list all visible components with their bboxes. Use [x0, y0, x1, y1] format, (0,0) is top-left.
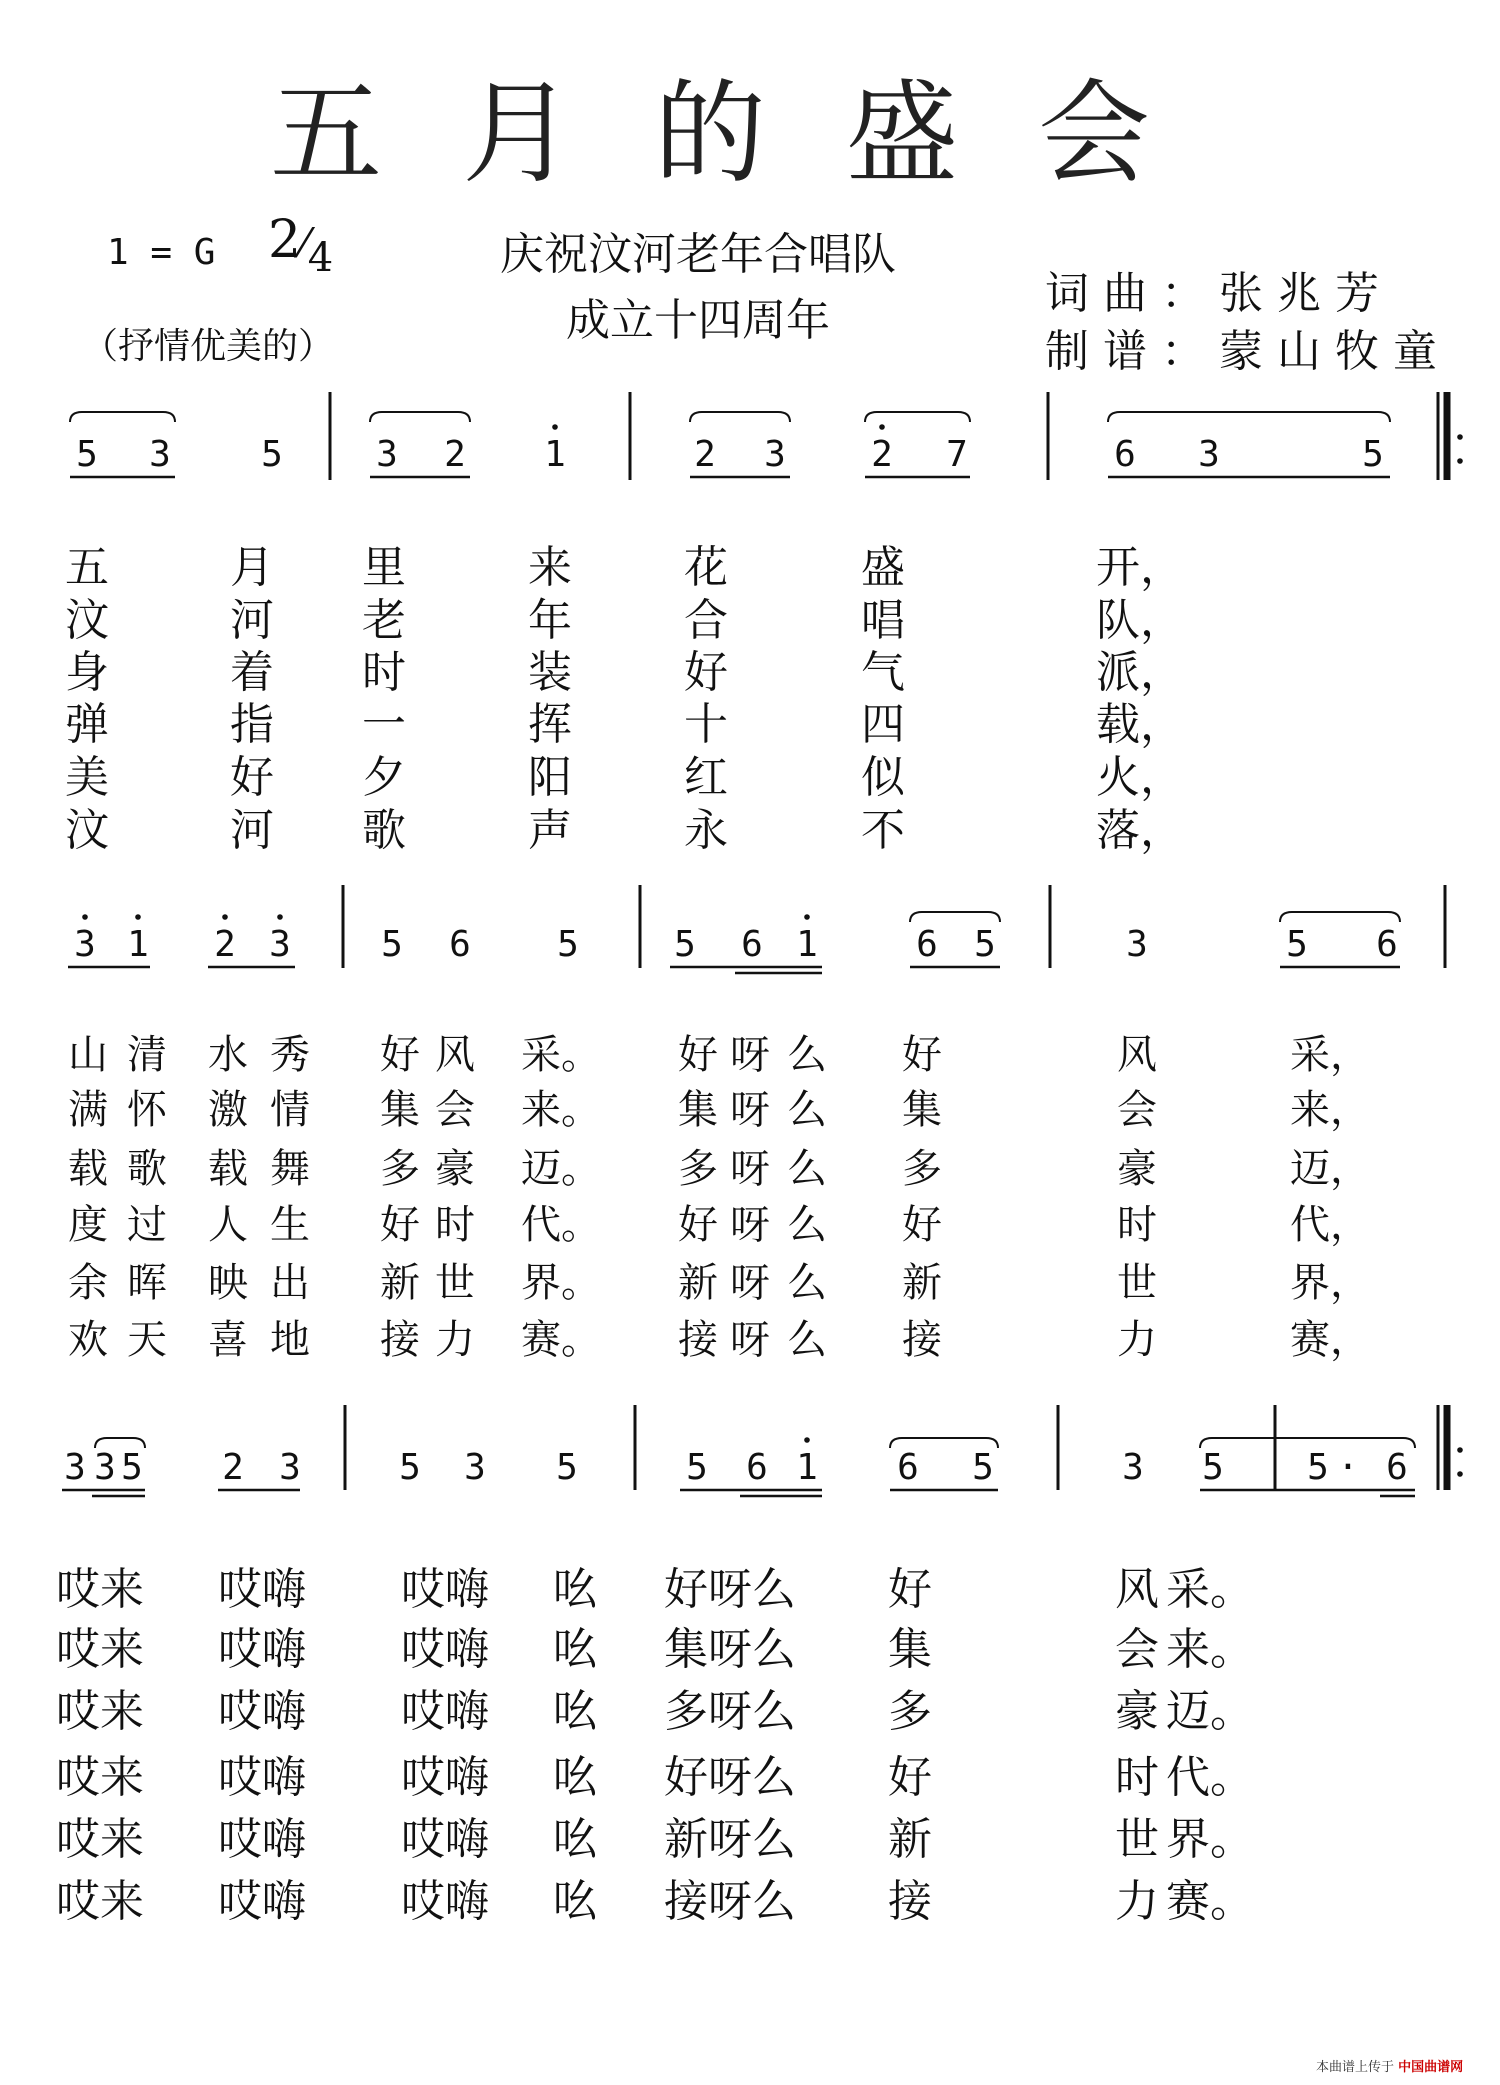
lyric: 界，: [1290, 1260, 1370, 1306]
lyric: 么: [787, 1087, 827, 1133]
lyric: 老: [362, 595, 406, 646]
lyric: 会: [1117, 1087, 1157, 1133]
lyric: 时: [1115, 1752, 1159, 1803]
lyric: 时: [362, 647, 406, 698]
lyric: 秀: [270, 1032, 310, 1078]
lyric: 好: [902, 1202, 942, 1248]
lyric: 吆: [553, 1752, 597, 1803]
time-numerator: 2: [268, 210, 302, 270]
lyric: 豪: [1117, 1146, 1157, 1192]
note: 6: [746, 1447, 768, 1488]
lyric: 盛: [861, 542, 905, 593]
lyric: 风: [1117, 1032, 1157, 1078]
lyric: 吆: [553, 1564, 597, 1615]
lyric: 舞: [270, 1146, 310, 1192]
note: 5: [399, 1447, 421, 1488]
high-octave-dot: [804, 1437, 810, 1443]
lyric: 余: [68, 1260, 108, 1306]
lyric: 赛。: [1166, 1876, 1254, 1927]
note: 5: [674, 924, 696, 965]
lyric: 集: [678, 1087, 718, 1133]
note: 3: [764, 434, 786, 475]
time-denominator: 4: [307, 235, 334, 281]
note: 5: [381, 924, 403, 965]
lyric: 么: [787, 1260, 827, 1306]
note: 5: [974, 924, 996, 965]
lyric: 采，: [1290, 1032, 1370, 1078]
lyric: 挥: [528, 699, 572, 750]
lyric: 好: [888, 1564, 932, 1615]
lyric: 好: [230, 752, 274, 803]
lyric: 来，: [1290, 1087, 1370, 1133]
lyric: 哎来: [56, 1752, 144, 1803]
lyric: 呀: [730, 1260, 770, 1306]
lyric: 多: [380, 1146, 420, 1192]
lyric: 新: [380, 1260, 420, 1306]
lyric: 哎嗨: [401, 1624, 489, 1675]
lyric: 歌: [362, 805, 406, 856]
lyric: 着: [230, 647, 274, 698]
note: 6: [449, 924, 471, 965]
lyric: 多: [678, 1146, 718, 1192]
lyric: 来。: [521, 1087, 601, 1133]
repeat-dot: [1457, 1471, 1463, 1477]
lyric: 么: [787, 1146, 827, 1192]
lyric: 载，: [1096, 699, 1184, 750]
lyric: 夕: [362, 752, 406, 803]
lyric: 新: [678, 1260, 718, 1306]
lyric: 喜: [208, 1317, 248, 1363]
upload-text: 本曲谱上传于: [1316, 2060, 1395, 2075]
slur: [1280, 912, 1400, 922]
lyric: 美: [65, 752, 109, 803]
high-octave-dot: [135, 914, 141, 920]
slur: [910, 912, 1000, 922]
lyric: 汶: [65, 805, 109, 856]
note: 6: [897, 1447, 919, 1488]
high-octave-dot: [804, 914, 810, 920]
lyric: 唱: [861, 595, 905, 646]
lyric: 赛。: [521, 1317, 601, 1363]
note: 5: [1307, 1447, 1329, 1488]
note: 3: [64, 1447, 86, 1488]
lyric: 呀: [730, 1317, 770, 1363]
lyric: 吆: [553, 1686, 597, 1737]
lyric: 汶: [65, 595, 109, 646]
note: 5: [261, 434, 283, 475]
lyric: 月: [230, 542, 274, 593]
lyric: 开，: [1096, 542, 1184, 593]
lyric: 哎嗨: [218, 1564, 306, 1615]
note: 2: [871, 434, 893, 475]
slur: [865, 412, 970, 422]
note: 3: [269, 924, 291, 965]
lyric: 哎嗨: [218, 1624, 306, 1675]
lyric: 阳: [528, 752, 572, 803]
lyric: 生: [270, 1202, 310, 1248]
note: 7: [946, 434, 968, 475]
lyric: 豪: [1115, 1686, 1159, 1737]
song-title: 五月的盛会: [270, 69, 1230, 199]
note: 3: [1122, 1447, 1144, 1488]
time-signature: $2⁄_4$: [268, 210, 334, 281]
note: 3: [279, 1447, 301, 1488]
note: 5: [972, 1447, 994, 1488]
site-name: 中国曲谱网: [1398, 2060, 1464, 2075]
lyric: 身: [65, 647, 109, 698]
repeat-dot: [1457, 458, 1463, 464]
note: 2: [694, 434, 716, 475]
lyric: 世: [1117, 1260, 1157, 1306]
note: 2: [214, 924, 236, 965]
lyric: 么: [787, 1317, 827, 1363]
lyric: 哎嗨: [218, 1814, 306, 1865]
lyric: 清: [127, 1032, 167, 1078]
note: 3: [149, 434, 171, 475]
slur: [370, 412, 470, 422]
lyric: 好呀么: [664, 1752, 796, 1803]
slur: [1108, 412, 1390, 422]
high-octave-dot: [222, 914, 228, 920]
note: 5: [556, 1447, 578, 1488]
lyric: 界。: [521, 1260, 601, 1306]
lyric: 吆: [553, 1876, 597, 1927]
lyric: 红: [684, 752, 728, 803]
lyric: 弹: [65, 699, 109, 750]
repeat-dot: [1457, 1447, 1463, 1453]
note: 5: [557, 924, 579, 965]
lyric: 呀: [730, 1087, 770, 1133]
lyric: 晖: [127, 1260, 167, 1306]
note: 3: [376, 434, 398, 475]
lyric: 赛，: [1290, 1317, 1370, 1363]
repeat-dot: [1457, 434, 1463, 440]
note: 6: [1114, 434, 1136, 475]
lyric: 花: [684, 542, 728, 593]
lyric: 接: [678, 1317, 718, 1363]
lyric: 界。: [1166, 1814, 1254, 1865]
lyric: 会: [1115, 1624, 1159, 1675]
lyric: 河: [230, 595, 274, 646]
lyric: 采。: [1166, 1564, 1254, 1615]
lyric: 河: [230, 805, 274, 856]
lyric: 世: [1115, 1814, 1159, 1865]
dedication-line-2: 成立十四周年: [566, 295, 830, 346]
lyric: 接呀么: [664, 1876, 796, 1927]
lyric: 吆: [553, 1624, 597, 1675]
lyric: 一: [362, 699, 406, 750]
lyric: 好呀么: [664, 1564, 796, 1615]
note: 2: [222, 1447, 244, 1488]
lyric: 多呀么: [664, 1686, 796, 1737]
lyric: 似: [861, 752, 905, 803]
lyric: 哎嗨: [218, 1876, 306, 1927]
lyric: 五: [65, 542, 109, 593]
lyric: 呀: [730, 1146, 770, 1192]
lyric: 代。: [521, 1202, 601, 1248]
lyric: 人: [208, 1202, 248, 1248]
lyric: 欢: [68, 1317, 108, 1363]
lyric: 迈。: [1166, 1686, 1254, 1737]
lyric: 四: [861, 699, 905, 750]
lyric: 哎来: [56, 1814, 144, 1865]
lyric: 接: [380, 1317, 420, 1363]
lyric: 水: [208, 1032, 248, 1078]
note: 5: [1362, 434, 1384, 475]
note: 5: [121, 1447, 143, 1488]
lyric: 迈，: [1290, 1146, 1370, 1192]
lyric: 好: [380, 1202, 420, 1248]
lyric: 火，: [1096, 752, 1184, 803]
lyric: 哎来: [56, 1564, 144, 1615]
lyric: 怀: [127, 1087, 167, 1133]
lyric: 接: [902, 1317, 942, 1363]
lyric: 哎来: [56, 1686, 144, 1737]
lyric: 力: [435, 1317, 475, 1363]
lyric: 代。: [1166, 1752, 1254, 1803]
lyric: 里: [362, 542, 406, 593]
lyric: 地: [270, 1317, 310, 1363]
lyric: 歌: [127, 1146, 167, 1192]
lyric: 新: [902, 1260, 942, 1306]
lyric: 好: [902, 1032, 942, 1078]
high-octave-dot: [82, 914, 88, 920]
note: 3: [1126, 924, 1148, 965]
lyric: 情: [270, 1087, 310, 1133]
note: 3: [1198, 434, 1220, 475]
lyrics-music-credit: 词曲：张兆芳: [1045, 268, 1393, 319]
lyric: 会: [435, 1087, 475, 1133]
lyric: 好: [380, 1032, 420, 1078]
lyric: 来: [528, 542, 572, 593]
lyric: 映: [208, 1260, 248, 1306]
lyric: 派，: [1096, 647, 1184, 698]
lyric: 新: [888, 1814, 932, 1865]
lyric: 不: [861, 805, 905, 856]
lyric: 哎嗨: [218, 1752, 306, 1803]
lyric: 来。: [1166, 1624, 1254, 1675]
lyric: 集: [380, 1087, 420, 1133]
lyric: 集呀么: [664, 1624, 796, 1675]
lyric: 接: [888, 1876, 932, 1927]
lyric: 时: [1117, 1202, 1157, 1248]
lyric: 集: [902, 1087, 942, 1133]
lyric: 过: [127, 1202, 167, 1248]
note: 2: [444, 434, 466, 475]
note: 6: [1376, 924, 1398, 965]
lyric: 度: [68, 1202, 108, 1248]
lyric: 装: [528, 647, 572, 698]
lyric: 新呀么: [664, 1814, 796, 1865]
lyric: 多: [902, 1146, 942, 1192]
lyric: 迈。: [521, 1146, 601, 1192]
lyric: 么: [787, 1032, 827, 1078]
lyric: 么: [787, 1202, 827, 1248]
lyric: 哎嗨: [401, 1564, 489, 1615]
dedication-line-1: 庆祝汶河老年合唱队: [500, 229, 896, 280]
lyric: 满: [68, 1087, 108, 1133]
note: 1: [796, 924, 818, 965]
note: 6: [741, 924, 763, 965]
lyric: 力: [1115, 1876, 1159, 1927]
lyric: 指: [230, 699, 274, 750]
lyric: 哎嗨: [401, 1752, 489, 1803]
note: 5: [1202, 1447, 1224, 1488]
lyric: 多: [888, 1686, 932, 1737]
slur: [70, 412, 175, 422]
tempo-mood: （抒情优美的）: [82, 326, 335, 367]
lyric: 永: [684, 805, 728, 856]
lyric: 好: [888, 1752, 932, 1803]
lyric: 力: [1117, 1317, 1157, 1363]
lyric: 吆: [553, 1814, 597, 1865]
lyric: 世: [435, 1260, 475, 1306]
lyric: 好: [684, 647, 728, 698]
lyric: 哎来: [56, 1624, 144, 1675]
note: 3: [94, 1447, 116, 1488]
note: 1: [544, 434, 566, 475]
lyric: 落，: [1096, 805, 1184, 856]
lyric: 豪: [435, 1146, 475, 1192]
lyric: 哎嗨: [401, 1876, 489, 1927]
note: 5: [1286, 924, 1308, 965]
note: 1: [127, 924, 149, 965]
note: ·: [1337, 1447, 1359, 1488]
lyric: 合: [684, 595, 728, 646]
high-octave-dot: [879, 424, 885, 430]
note: 5: [686, 1447, 708, 1488]
lyric: 风: [1115, 1564, 1159, 1615]
note: 6: [916, 924, 938, 965]
lyric: 采。: [521, 1032, 601, 1078]
note: 3: [74, 924, 96, 965]
lyric: 时: [435, 1202, 475, 1248]
slur: [690, 412, 790, 422]
lyric: 哎嗨: [401, 1686, 489, 1737]
key-signature: 1 = G: [107, 232, 216, 273]
lyric: 好: [678, 1202, 718, 1248]
lyric: 声: [528, 805, 572, 856]
transcriber-credit: 制谱：蒙山牧童: [1045, 326, 1451, 377]
lyric: 好: [678, 1032, 718, 1078]
high-octave-dot: [277, 914, 283, 920]
high-octave-dot: [552, 424, 558, 430]
lyric: 出: [270, 1260, 310, 1306]
lyric: 呀: [730, 1202, 770, 1248]
note: 3: [464, 1447, 486, 1488]
site-footer: [1316, 2056, 1463, 2075]
lyric: 气: [861, 647, 905, 698]
lyric: 哎来: [56, 1876, 144, 1927]
lyric: 队，: [1096, 595, 1184, 646]
lyric: 天: [127, 1317, 167, 1363]
lyric: 山: [68, 1032, 108, 1078]
lyric: 载: [68, 1146, 108, 1192]
note: 1: [796, 1447, 818, 1488]
lyric: 哎嗨: [218, 1686, 306, 1737]
lyric: 载: [208, 1146, 248, 1192]
lyric: 年: [528, 595, 572, 646]
lyric: 哎嗨: [401, 1814, 489, 1865]
lyric: 风: [435, 1032, 475, 1078]
lyric: 呀: [730, 1032, 770, 1078]
note: 5: [76, 434, 98, 475]
lyric: 集: [888, 1624, 932, 1675]
lyric: 激: [208, 1087, 248, 1133]
lyric: 十: [684, 699, 728, 750]
lyric: 代，: [1290, 1202, 1370, 1248]
note: 6: [1386, 1447, 1408, 1488]
